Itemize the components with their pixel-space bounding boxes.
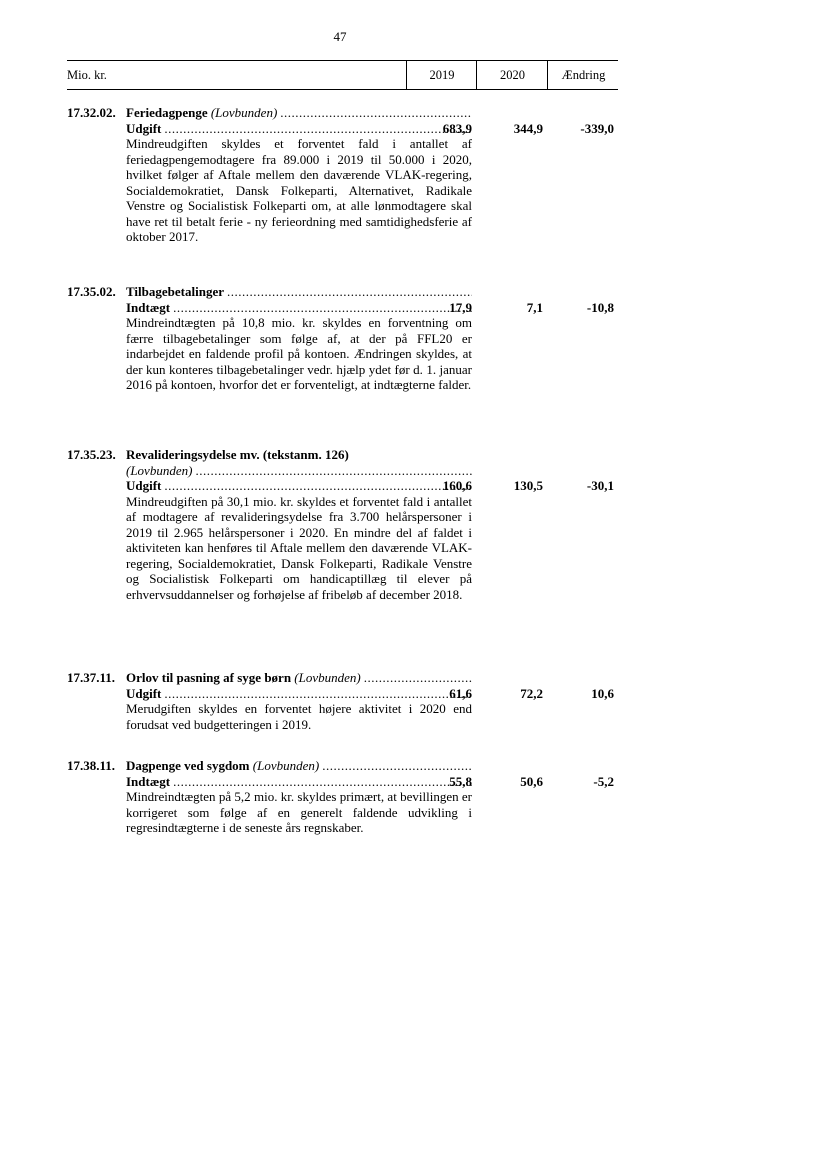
entry-title: Feriedagpenge [126, 105, 208, 120]
entry-title: Revalideringsydelse mv. (tekstanm. 126) [126, 447, 349, 462]
value-2019: 17,9 [449, 299, 472, 315]
entry-title-line [126, 284, 472, 300]
entry-title-note: (Lovbunden) [210, 105, 278, 120]
entry-title-line [126, 670, 472, 686]
value-2020: 130,5 [513, 478, 543, 493]
entry-title: Dagpenge ved sygdom [126, 758, 250, 773]
account-code: 17.32.02. [67, 105, 116, 120]
entry-title-line [126, 105, 472, 121]
column-2019: 2019 [406, 61, 477, 89]
entry-title: Tilbagebetalinger [126, 284, 224, 299]
value-2020: 50,6 [520, 773, 543, 789]
entry-description: Mindreudgiften på 30,1 mio. kr. skyldes et forventet fald i antallet af modtagere af revalideringsydelse fra 3.700 helårspersoner i 2019 til 2.965 helårspersoner i 2020. En mindre del af faldet i aktiviteten kan henføres til Aftale mellem den daværende VLAK-regering, Socialdemokratiet, Dansk Folkeparti, Radikale Venstre og Socialistisk Folkeparti om handicaptillæg til elever på erhvervsuddannelser og forhøjelse af fribeløb af december 2018. [126, 493, 472, 602]
entry-title-note: (Lovbunden) [126, 462, 193, 478]
value-change: 10,6 [591, 685, 614, 701]
column-2020: 2020 [476, 61, 548, 89]
value-change: -339,0 [580, 120, 614, 136]
account-code: 17.37.11. [67, 670, 116, 685]
value-change: -10,8 [586, 299, 614, 315]
value-2020: 72,2 [520, 685, 543, 701]
account-code: 17.35.23. [67, 447, 116, 462]
value-2019: 61,6 [449, 685, 472, 701]
entry-title-line [126, 758, 472, 774]
unit-label: Mio. kr. [67, 68, 107, 82]
value-change: -5,2 [593, 773, 614, 789]
entry-title: Orlov til pasning af syge børn [126, 670, 292, 685]
column-change: Ændring [547, 61, 619, 89]
value-change: -30,1 [586, 478, 614, 493]
value-2020: 7,1 [526, 299, 543, 315]
entry-description: Merudgiften skyldes en forventet højere aktivitet i 2020 end forudsat ved budgetteringen i 2019. [126, 701, 472, 732]
entry-description: Mindreudgiften skyldes et forventet fald i antallet af feriedagpengemodtagere fra 89.000 i 2019 til 50.000 i 2020, hvilket følger af Aftale mellem den daværende VLAK-regering, Socialdemokratiet, Dansk Folkeparti, Alternativet, Radikale Venstre og Socialistisk Folkeparti om, at alle lønmodtagere skal have ret til betalt ferie - ny ferieordning med samtidighedsferie af oktober 2017. [126, 136, 472, 244]
entry-type: Indtægt [126, 773, 171, 789]
value-2020: 344,9 [513, 120, 543, 136]
value-2019: 683,9 [442, 120, 472, 136]
entry-type: Indtægt [126, 299, 171, 315]
entry-description: Mindreindtægten på 10,8 mio. kr. skyldes en forventning om færre tilbagebetalinger som følge af, at der på FFL20 er indarbejdet en faldende profil på kontoen. Ændringen skyldes, at der kun konteres tilbagebetalinger vedr. hjælp ydet før d. 1. januar 2016 på kontoen, hvorfor det er forventeligt, at indtægterne falder. [126, 315, 472, 392]
account-code: 17.35.02. [67, 284, 116, 299]
page-number: 47 [333, 29, 347, 44]
entry-type: Udgift [126, 478, 162, 493]
account-code: 17.38.11. [67, 758, 116, 773]
value-2019: 55,8 [449, 773, 472, 789]
table-header [67, 60, 618, 90]
entry-title-note: (Lovbunden) [294, 670, 361, 685]
value-2019: 160,6 [442, 478, 472, 493]
entry-type: Udgift [126, 120, 162, 136]
entry-title-note: (Lovbunden) [252, 758, 320, 773]
entry-type: Udgift [126, 685, 162, 701]
entry-description: Mindreindtægten på 5,2 mio. kr. skyldes primært, at bevillingen er korrigeret som følge af en generelt faldende udvikling i regresindtægterne i de seneste års regnskaber. [126, 789, 472, 835]
entry-title-line [126, 463, 472, 479]
